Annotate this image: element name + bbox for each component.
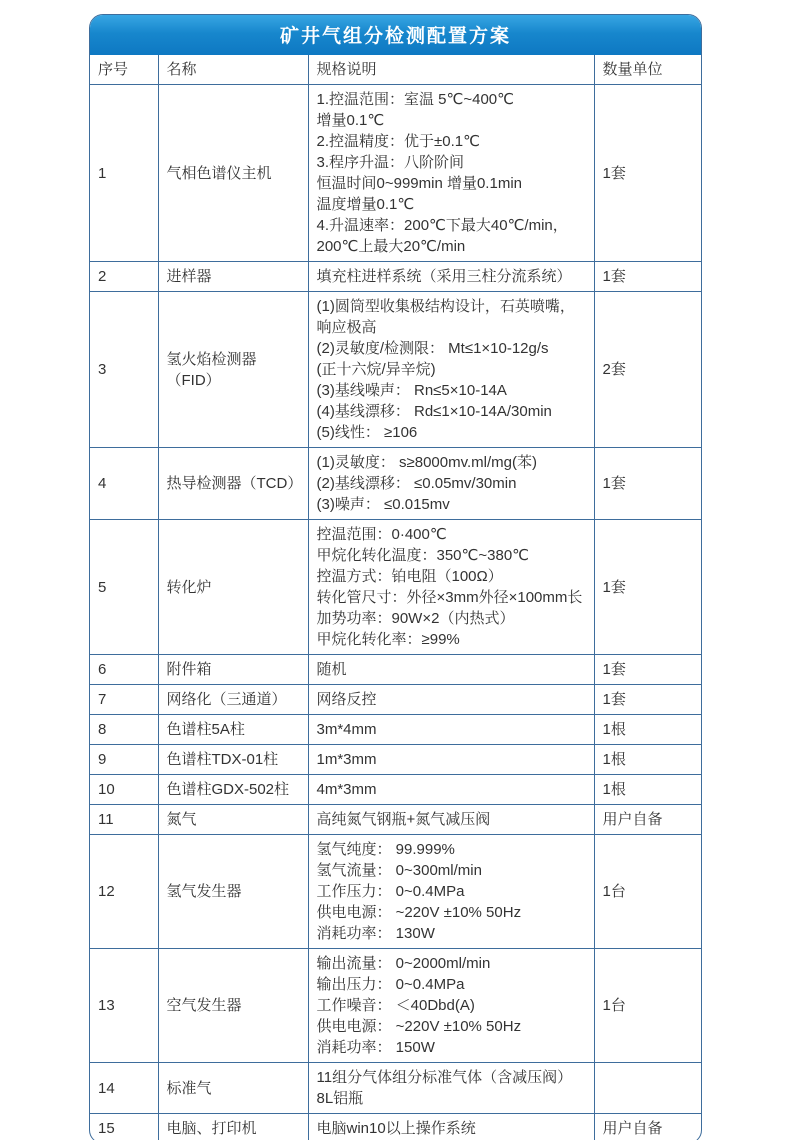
- spec-line: (4)基线漂移： Rd≤1×10-14A/30min: [316, 403, 552, 420]
- item-spec-cell: [308, 805, 594, 835]
- row-number-cell: 15: [90, 1114, 158, 1140]
- table-body: [90, 85, 702, 1140]
- spec-line: 2.控温精度：优于±0.1℃: [316, 133, 480, 150]
- spec-line: (3)基线噪声： Rn≤5×10-14A: [316, 382, 507, 399]
- table-row: [90, 85, 702, 262]
- spec-line: (2)灵敏度/检测限： Mt≤1×10-12g/s: [316, 340, 549, 357]
- spec-line: 供电电源： ~220V ±10% 50Hz: [316, 1018, 522, 1035]
- column-header-qty: 数量单位: [594, 55, 702, 85]
- spec-line: 消耗功率： 130W: [316, 925, 435, 942]
- item-name-cell: 进样器: [158, 262, 308, 292]
- item-name-cell: 氢气发生器: [158, 835, 308, 949]
- item-spec-cell: [308, 775, 594, 805]
- spec-line: 恒温时间0~999min 增量0.1min: [316, 175, 522, 192]
- spec-line: 工作压力： 0~0.4MPa: [316, 883, 465, 900]
- spec-line: (3)噪声： ≤0.015mv: [316, 496, 450, 513]
- spec-line: 8L铝瓶: [316, 1090, 364, 1107]
- row-number-cell: 8: [90, 715, 158, 745]
- item-quantity-cell: 2套: [594, 292, 702, 448]
- spec-line: 转化管尺寸：外径×3mm外径×100mm长: [316, 589, 583, 606]
- table-row: [90, 805, 702, 835]
- item-quantity-cell: 1套: [594, 262, 702, 292]
- column-header-spec: 规格说明: [308, 55, 594, 85]
- row-number-cell: 12: [90, 835, 158, 949]
- spec-line: 消耗功率： 150W: [316, 1039, 435, 1056]
- row-number-cell: 9: [90, 745, 158, 775]
- item-quantity-cell: 1套: [594, 655, 702, 685]
- item-name-cell: 标准气: [158, 1063, 308, 1114]
- table-row: [90, 262, 702, 292]
- item-quantity-cell: 1根: [594, 745, 702, 775]
- spec-line: 填充柱进样系统（采用三柱分流系统）: [316, 268, 572, 285]
- row-number-cell: 14: [90, 1063, 158, 1114]
- spec-line: 11组分气体组分标准气体（含减压阀）: [316, 1069, 573, 1086]
- item-spec-cell: [308, 835, 594, 949]
- item-spec-cell: [308, 685, 594, 715]
- item-spec-cell: [308, 949, 594, 1063]
- spec-line: 氢气纯度： 99.999%: [316, 841, 455, 858]
- table-row: [90, 655, 702, 685]
- spec-line: 加势功率：90W×2（内热式）: [316, 610, 515, 627]
- table-row: [90, 685, 702, 715]
- column-header-no: 序号: [90, 55, 158, 85]
- item-quantity-cell: 1套: [594, 448, 702, 520]
- item-spec-cell: [308, 448, 594, 520]
- item-spec-cell: [308, 745, 594, 775]
- item-spec-cell: [308, 262, 594, 292]
- item-spec-cell: [308, 85, 594, 262]
- spec-line: 1.控温范围：室温 5℃~400℃: [316, 91, 514, 108]
- spec-line: 温度增量0.1℃: [316, 196, 415, 213]
- item-name-cell: 附件箱: [158, 655, 308, 685]
- spec-line: 甲烷化转化率：≥99%: [316, 631, 460, 648]
- item-name-cell: 氢火焰检测器（FID）: [158, 292, 308, 448]
- item-spec-cell: [308, 1114, 594, 1140]
- spec-line: 输出流量： 0~2000ml/min: [316, 955, 491, 972]
- spec-line: 200℃上最大20℃/min: [316, 238, 466, 255]
- spec-line: (2)基线漂移： ≤0.05mv/30min: [316, 475, 517, 492]
- row-number-cell: 3: [90, 292, 158, 448]
- table-row: [90, 520, 702, 655]
- item-quantity-cell: 1套: [594, 685, 702, 715]
- spec-line: 随机: [316, 661, 347, 678]
- spec-line: 网络反控: [316, 691, 377, 708]
- item-name-cell: 热导检测器（TCD）: [158, 448, 308, 520]
- spec-line: 3.程序升温：八阶阶间: [316, 154, 465, 171]
- table-row: [90, 745, 702, 775]
- spec-line: 4m*3mm: [316, 781, 377, 798]
- table-row: [90, 448, 702, 520]
- spec-line: (正十六烷/异辛烷): [316, 361, 436, 378]
- header-row: [90, 55, 702, 85]
- item-name-cell: 色谱柱TDX-01柱: [158, 745, 308, 775]
- spec-line: 电脑win10以上操作系统: [316, 1120, 476, 1137]
- table-row: [90, 1114, 702, 1140]
- spec-line: 控温方式：铂电阻（100Ω）: [316, 568, 503, 585]
- row-number-cell: 6: [90, 655, 158, 685]
- row-number-cell: 10: [90, 775, 158, 805]
- item-name-cell: 氮气: [158, 805, 308, 835]
- item-name-cell: 电脑、打印机: [158, 1114, 308, 1140]
- spec-line: 氢气流量： 0~300ml/min: [316, 862, 482, 879]
- spec-line: 响应极高: [316, 319, 377, 336]
- item-spec-cell: [308, 520, 594, 655]
- spec-line: 工作噪音： ＜40Dbd(A): [316, 997, 475, 1014]
- row-number-cell: 4: [90, 448, 158, 520]
- spec-line: 4.升温速率：200℃下最大40℃/min，: [316, 217, 568, 234]
- spec-line: (1)圆筒型收集极结构设计，石英喷嘴，: [316, 298, 575, 315]
- table-row: [90, 715, 702, 745]
- spec-table: [90, 55, 702, 1140]
- table-row: [90, 775, 702, 805]
- spec-line: 增量0.1℃: [316, 112, 385, 129]
- table-row: [90, 835, 702, 949]
- item-quantity-cell: 1根: [594, 775, 702, 805]
- item-name-cell: 色谱柱5A柱: [158, 715, 308, 745]
- spec-line: 甲烷化转化温度：350℃~380℃: [316, 547, 530, 564]
- row-number-cell: 13: [90, 949, 158, 1063]
- item-quantity-cell: 1台: [594, 835, 702, 949]
- row-number-cell: 11: [90, 805, 158, 835]
- row-number-cell: 1: [90, 85, 158, 262]
- spec-line: 控温范围：0·400℃: [316, 526, 447, 543]
- item-spec-cell: [308, 715, 594, 745]
- item-name-cell: 色谱柱GDX-502柱: [158, 775, 308, 805]
- table-row: [90, 292, 702, 448]
- spec-table-card: [89, 14, 702, 1140]
- table-title: 矿井气组分检测配置方案: [90, 15, 701, 55]
- spec-line: (5)线性： ≥106: [316, 424, 418, 441]
- table-row: [90, 1063, 702, 1114]
- item-quantity-cell: 1根: [594, 715, 702, 745]
- row-number-cell: 5: [90, 520, 158, 655]
- item-quantity-cell: 1台: [594, 949, 702, 1063]
- row-number-cell: 2: [90, 262, 158, 292]
- item-quantity-cell: 1套: [594, 520, 702, 655]
- item-spec-cell: [308, 292, 594, 448]
- table-row: [90, 949, 702, 1063]
- item-quantity-cell: 用户自备: [594, 805, 702, 835]
- spec-line: 1m*3mm: [316, 751, 377, 768]
- item-name-cell: 网络化（三通道）: [158, 685, 308, 715]
- spec-line: (1)灵敏度： s≥8000mv.ml/mg(苯): [316, 454, 537, 471]
- spec-line: 输出压力： 0~0.4MPa: [316, 976, 465, 993]
- column-header-name: 名称: [158, 55, 308, 85]
- item-spec-cell: [308, 655, 594, 685]
- item-quantity-cell: 1套: [594, 85, 702, 262]
- item-quantity-cell: [594, 1063, 702, 1114]
- spec-line: 供电电源： ~220V ±10% 50Hz: [316, 904, 522, 921]
- spec-line: 高纯氮气钢瓶+氮气减压阀: [316, 811, 491, 828]
- item-quantity-cell: 用户自备: [602, 1120, 663, 1137]
- item-name-cell: 转化炉: [158, 520, 308, 655]
- item-name-cell: 气相色谱仪主机: [158, 85, 308, 262]
- item-name-cell: 空气发生器: [158, 949, 308, 1063]
- item-spec-cell: [308, 1063, 594, 1114]
- spec-line: 3m*4mm: [316, 721, 377, 738]
- row-number-cell: 7: [90, 685, 158, 715]
